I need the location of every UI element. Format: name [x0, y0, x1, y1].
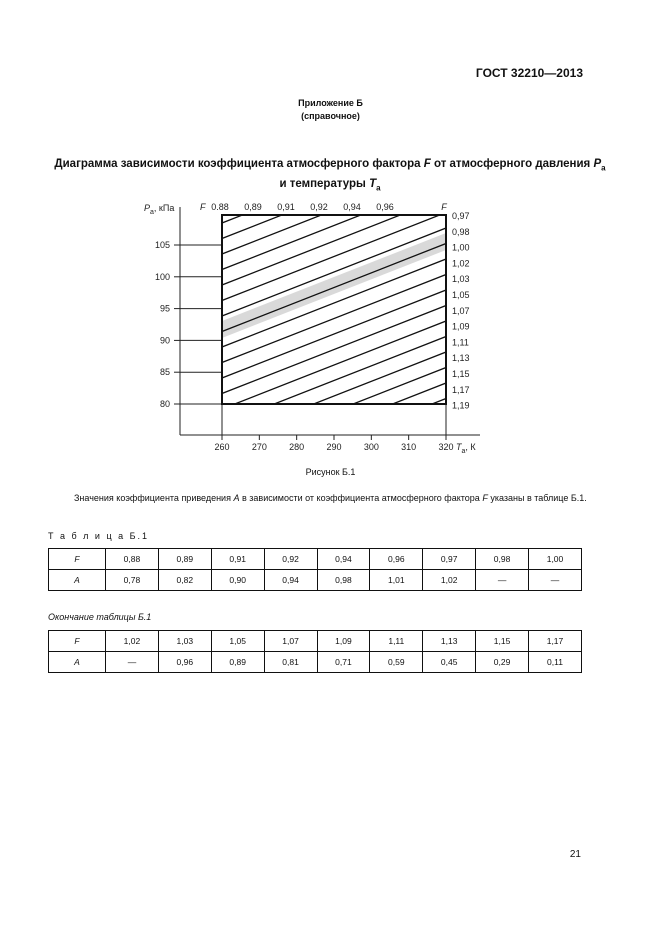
- annex-title: [0, 97, 661, 123]
- x-tick-label: 290: [326, 442, 342, 452]
- x-axis-label: $T_a$, К: [456, 442, 476, 455]
- right-labels: [452, 211, 470, 411]
- annex-note: (справочное): [301, 111, 360, 121]
- top-label: 0.88: [211, 202, 229, 212]
- top-label: 0,89: [244, 202, 262, 212]
- table-cell: 0,94: [264, 570, 317, 591]
- table-cell: 0,78: [106, 570, 159, 591]
- x-tick-label: 270: [251, 442, 267, 452]
- table-cell: 1,02: [423, 570, 476, 591]
- diagram-heading: [30, 156, 630, 197]
- top-label: 0,94: [343, 202, 361, 212]
- table-cell: 0,89: [211, 652, 264, 673]
- heading-text-1: Диаграмма зависимости коэффициента атмосферного фактора: [54, 158, 421, 170]
- table-cell: 1,09: [317, 631, 370, 652]
- table1-label: Т а б л и ц а Б.1: [48, 531, 150, 541]
- top-label-suffix: F: [441, 202, 447, 212]
- right-label: 1,02: [452, 258, 470, 269]
- table-cell: 0,92: [264, 549, 317, 570]
- table-cell: 0,98: [476, 549, 529, 570]
- top-label: 0,92: [310, 202, 328, 212]
- heading-var-t: T: [369, 178, 377, 191]
- right-label: 0,97: [452, 211, 470, 221]
- heading-var-f: F: [423, 158, 431, 170]
- right-label: 1,03: [452, 274, 470, 285]
- right-label: 1,07: [452, 305, 470, 316]
- table-header-a: A: [49, 570, 106, 591]
- annex-name: Приложение Б: [298, 98, 363, 108]
- table-cell: 1,01: [370, 570, 423, 591]
- table-cell: 0,91: [211, 549, 264, 570]
- heading-text-2: от атмосферного давления: [433, 158, 591, 170]
- y-tick-label: 100: [154, 271, 170, 282]
- x-tick-label: 260: [214, 442, 230, 452]
- table-cell: 0,96: [370, 549, 423, 570]
- table-cell: 0,11: [529, 652, 582, 673]
- table-cell: 0,98: [317, 570, 370, 591]
- table-b1-continued: [48, 630, 582, 673]
- y-tick-label: 95: [159, 303, 170, 314]
- y-ticks: [155, 240, 222, 409]
- highlight-band: [222, 233, 446, 338]
- y-axis-label: $P_a$, кПа: [144, 203, 175, 216]
- right-label: 1,09: [452, 321, 470, 332]
- table-cell: 1,07: [264, 631, 317, 652]
- figure-caption: Рисунок Б.1: [305, 467, 356, 477]
- right-label: 1,00: [452, 242, 470, 253]
- table-cell: 0,88: [106, 549, 159, 570]
- table-row-a: [49, 652, 582, 673]
- document-code: ГОСТ 32210—2013: [475, 66, 583, 80]
- heading-sub-p: a: [601, 163, 606, 173]
- table-cell: 0,82: [158, 570, 211, 591]
- table-row-a: [49, 570, 582, 591]
- heading-sub-t: a: [376, 183, 381, 193]
- table-cell: 0,29: [476, 652, 529, 673]
- table-cell: 1,03: [158, 631, 211, 652]
- table-cell: —: [529, 570, 582, 591]
- right-label: 1,05: [452, 290, 470, 300]
- y-tick-label: 90: [159, 335, 170, 346]
- table-b1: [48, 548, 582, 591]
- table-cell: 1,05: [211, 631, 264, 652]
- x-tick-label: 280: [289, 442, 305, 452]
- table-cell: 1,00: [529, 549, 582, 570]
- table-cell: —: [476, 570, 529, 591]
- x-ticks: [214, 404, 453, 452]
- table-cell: 0,45: [423, 652, 476, 673]
- nomogram-chart: [130, 195, 500, 460]
- right-label: 1,13: [452, 353, 470, 364]
- description-paragraph: Значения коэффициента приведения A в зависимости от коэффициента атмосферного фактора F указаны в таблице Б.1.: [74, 493, 587, 503]
- y-tick-label: 85: [159, 367, 170, 378]
- table-cell: 0,81: [264, 652, 317, 673]
- table-cell: 0,90: [211, 570, 264, 591]
- table-header-f: F: [49, 549, 106, 570]
- table-cell: 0,94: [317, 549, 370, 570]
- right-label: 1,11: [452, 337, 469, 348]
- y-tick-label: 105: [154, 240, 170, 250]
- table-cell: —: [106, 652, 159, 673]
- table-cell: 0,89: [158, 549, 211, 570]
- top-label-prefix: F: [200, 202, 206, 212]
- x-tick-label: 300: [363, 442, 379, 452]
- table-row-f: [49, 549, 582, 570]
- heading-text-3: и температуры: [279, 178, 366, 191]
- top-label: 0,96: [376, 202, 394, 212]
- table-cell: 0,96: [158, 652, 211, 673]
- right-label: 0,98: [452, 226, 470, 237]
- heading-var-p: P: [593, 158, 602, 170]
- right-label: 1,15: [452, 369, 470, 379]
- table-header-f: F: [49, 631, 106, 652]
- table-cell: 0,97: [423, 549, 476, 570]
- table2-label: Окончание таблицы Б.1: [48, 612, 152, 622]
- right-label: 1,19: [452, 400, 470, 411]
- table-cell: 1,02: [106, 631, 159, 652]
- table-header-a: A: [49, 652, 106, 673]
- table-cell: 1,11: [370, 631, 423, 652]
- table-cell: 0,71: [317, 652, 370, 673]
- x-tick-label: 320: [438, 442, 454, 452]
- table-cell: 1,15: [476, 631, 529, 652]
- table-cell: 1,17: [529, 631, 582, 652]
- right-label: 1,17: [452, 384, 470, 395]
- hatch-lines: [222, 195, 446, 460]
- table-cell: 1,13: [423, 631, 476, 652]
- table-row-f: [49, 631, 582, 652]
- top-labels: [200, 202, 447, 212]
- x-tick-label: 310: [401, 442, 417, 452]
- y-tick-label: 80: [159, 399, 170, 409]
- page-number: 21: [569, 849, 581, 860]
- top-label: 0,91: [277, 202, 295, 212]
- table-cell: 0,59: [370, 652, 423, 673]
